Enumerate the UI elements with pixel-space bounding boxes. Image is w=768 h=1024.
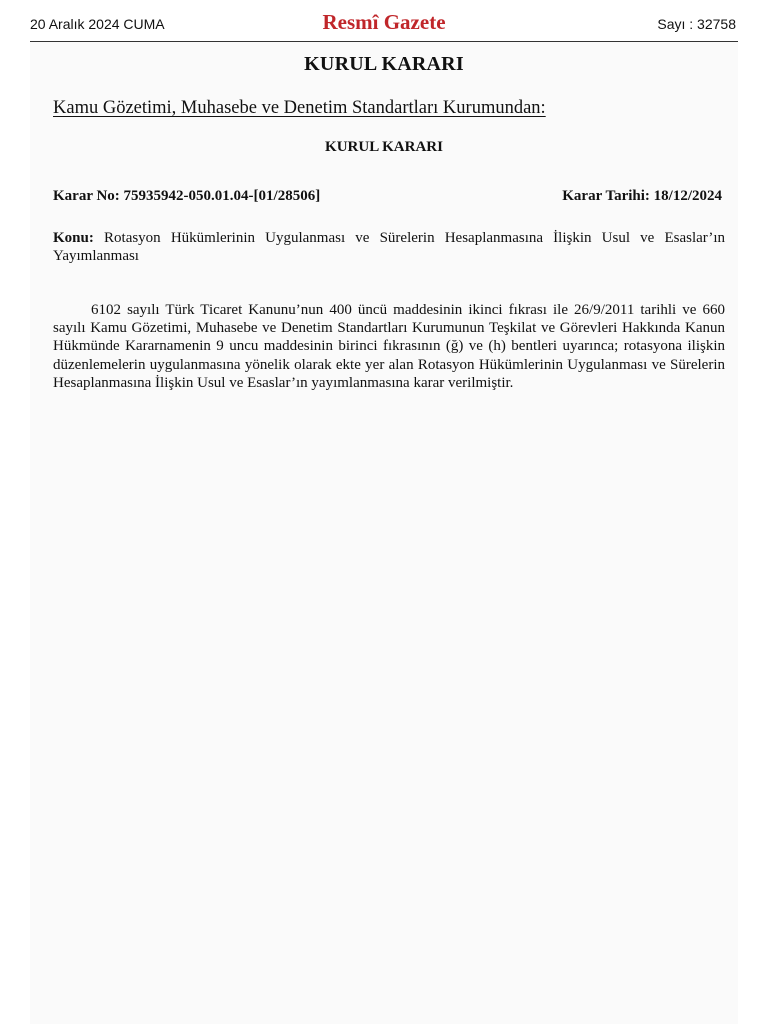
subject-label: Konu: xyxy=(53,230,94,246)
document-subheading: KURUL KARARI xyxy=(325,139,443,155)
institution-name: Kamu Gözetimi, Muhasebe ve Denetim Standartları Kurumundan: xyxy=(53,98,546,118)
header-divider xyxy=(30,41,738,42)
gazette-header xyxy=(0,0,768,44)
document-heading: KURUL KARARI xyxy=(304,53,464,75)
issue-number: Sayı : 32758 xyxy=(657,16,736,32)
subject-paragraph xyxy=(53,229,725,265)
subject-text: Rotasyon Hükümlerinin Uygulanması ve Sürelerin Hesaplanmasına İlişkin Usul ve Esaslar’ın Yayımlanması xyxy=(53,230,725,264)
decision-body-paragraph: 6102 sayılı Türk Ticaret Kanunu’nun 400 üncü maddesinin ikinci fıkrası ile 26/9/2011 tarihli ve 660 sayılı Kamu Gözetimi, Muhasebe ve Denetim Standartları Kurumunun Teşkilat ve Görevleri Hakkında Kanun Hükmünde Kararnamenin 9 uncu maddesinin birinci fıkrasının (ğ) ve (h) bentleri uyarınca; rotasyona ilişkin düzenlemelerin uygulanmasına yönelik olarak ekte yer alan Rotasyon Hükümlerinin Uygulanması ve Sürelerin Hesaplanmasına İlişkin Usul ve Esaslar’ın yayımlanmasına karar verilmiştir. xyxy=(53,302,725,391)
gazette-title: Resmî Gazete xyxy=(322,10,446,34)
publication-date: 20 Aralık 2024 CUMA xyxy=(30,16,165,32)
decision-date: Karar Tarihi: 18/12/2024 xyxy=(562,188,722,204)
decision-number: Karar No: 75935942-050.01.04-[01/28506] xyxy=(53,188,321,204)
